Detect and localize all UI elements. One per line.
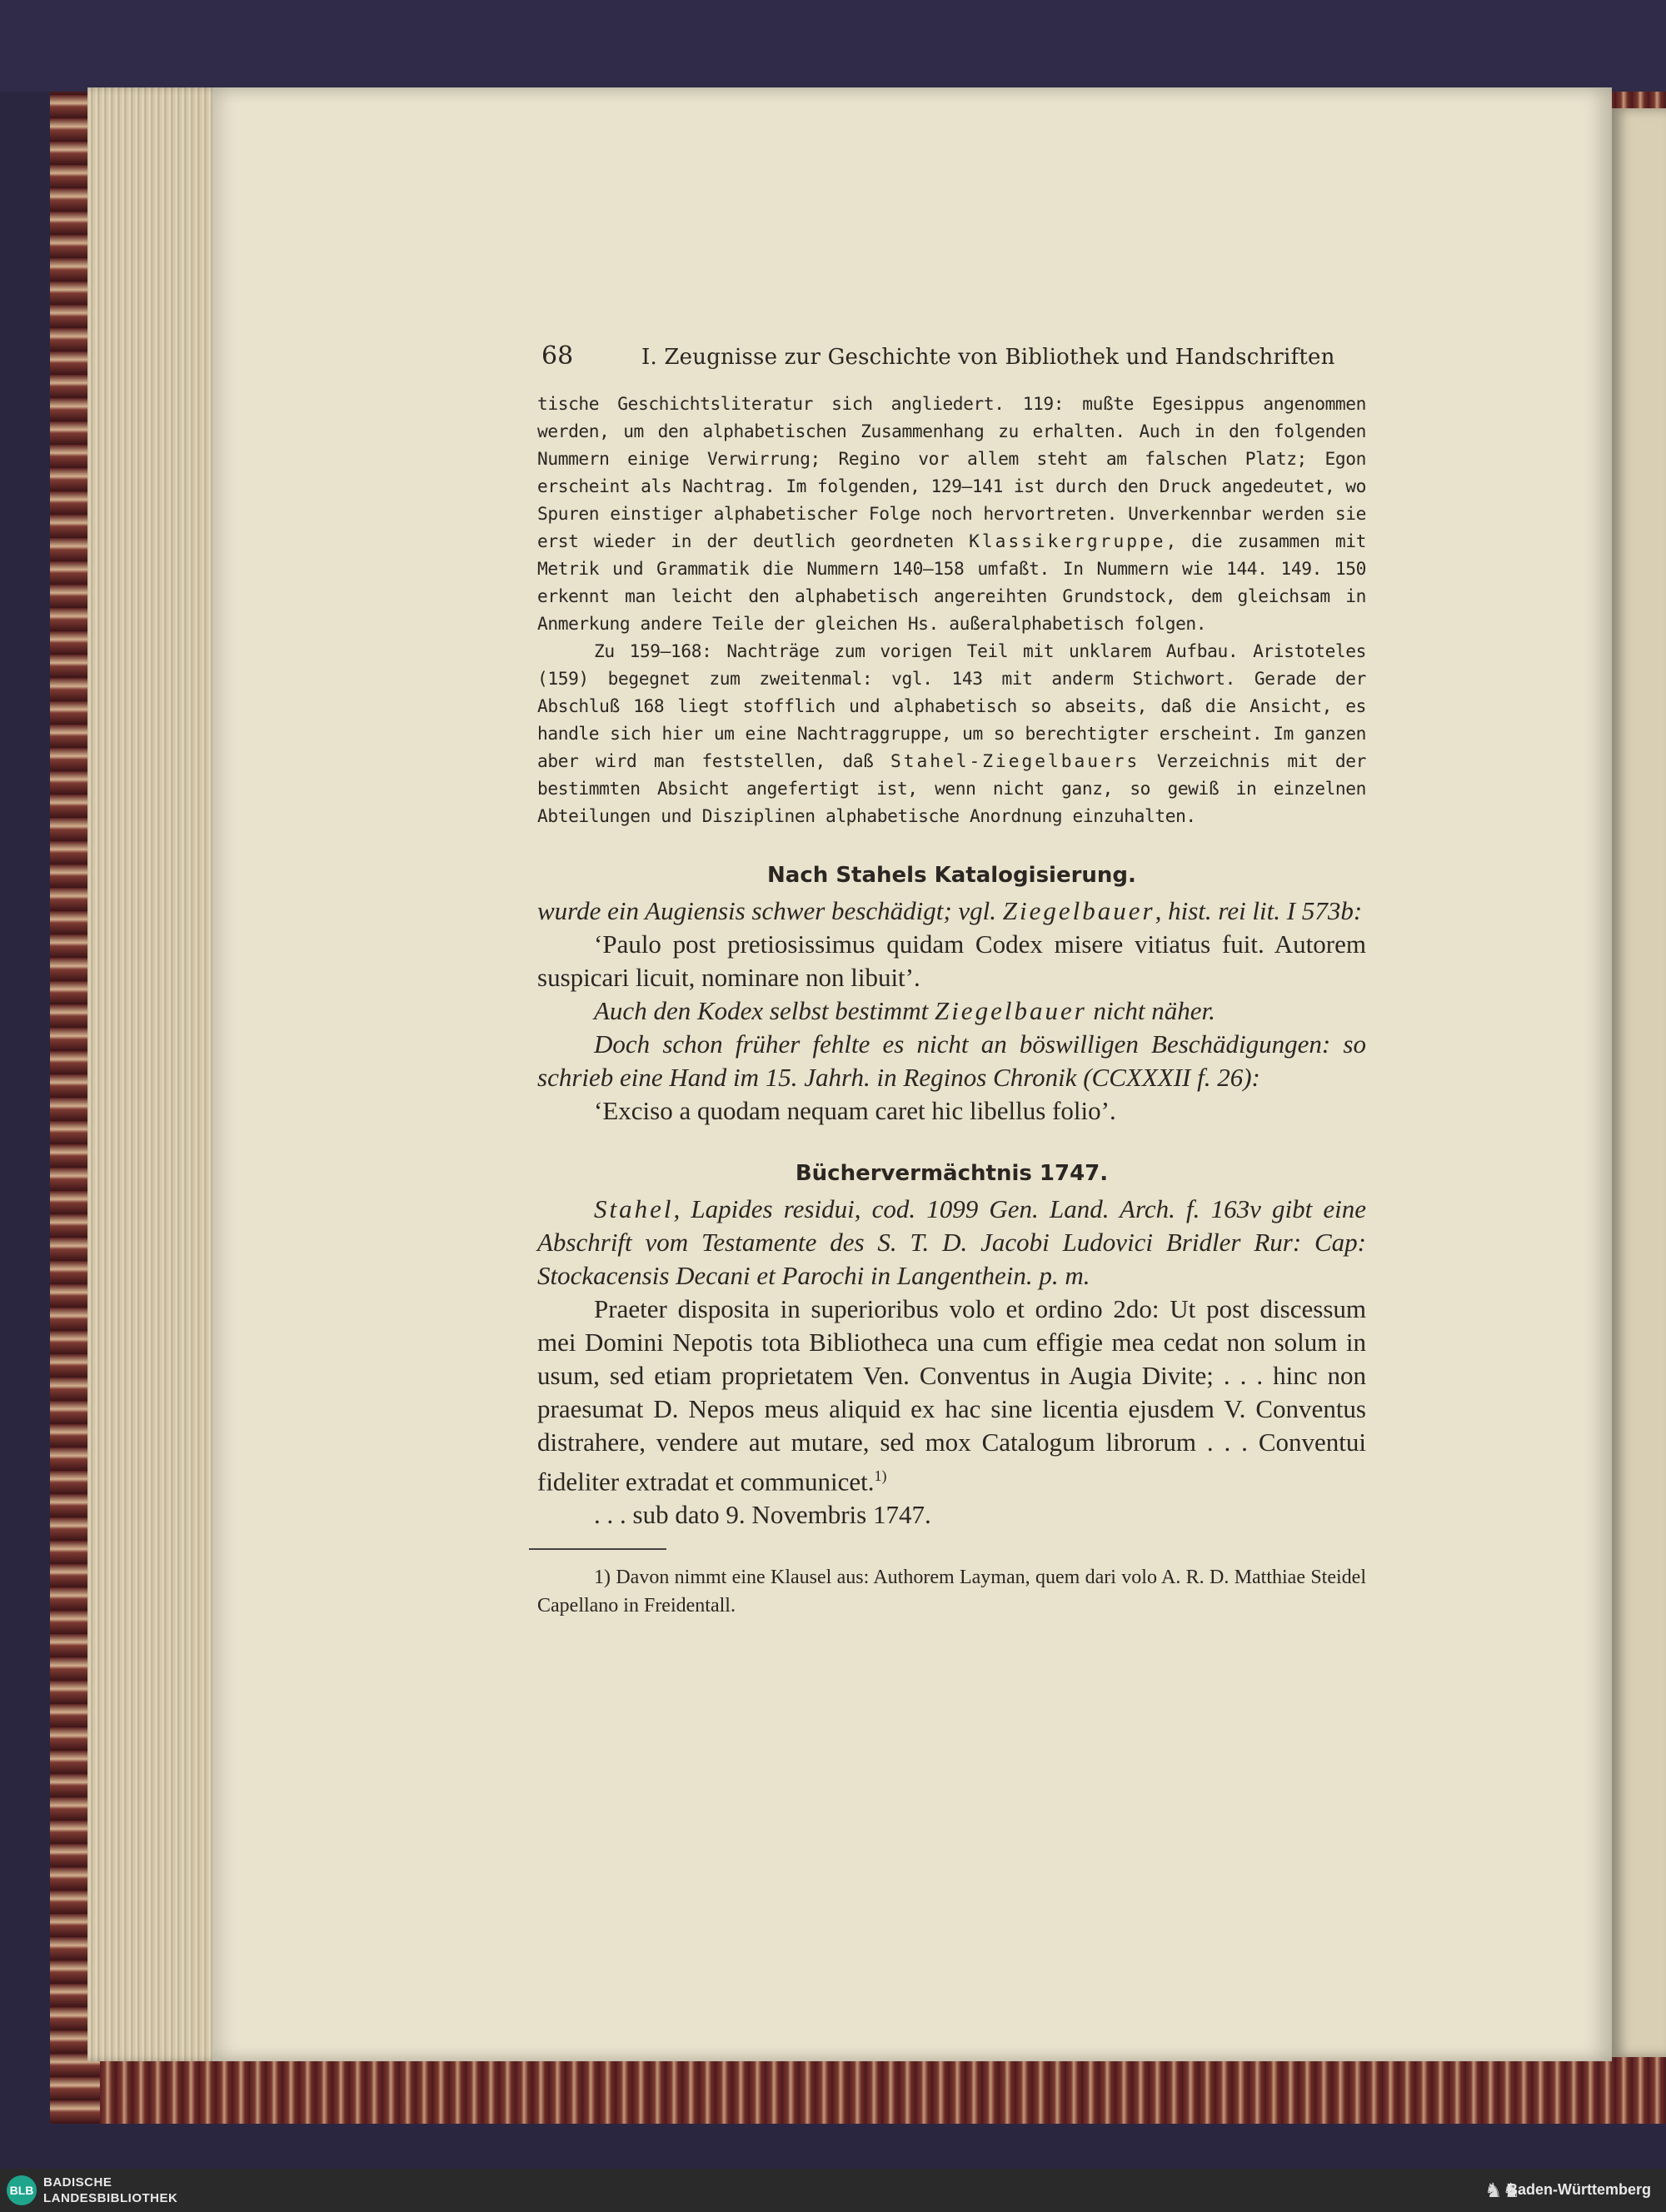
section-1-note-2: Doch schon früher fehlte es nicht an böswilligen Beschädigungen: so schrieb eine Hand im 15. Jahrh. in Reginos Chronik (CCXXXII f. 26): <box>537 1029 1366 1092</box>
state-coat-of-arms-icon: ♞♞ <box>1484 2180 1520 2202</box>
text-span: , die zusammen mit Metrik und Grammatik die Nummern 140—158 umfaßt. In Nummern wie 144. 149. 150 erkennt man leicht den alphabetisch angereihten Grundstock, dem gleichsam in Anmerkung andere Teile der gleichen Hs. außeralphabetisch folgen. <box>537 531 1366 634</box>
library-name-line-2: LANDESBIBLIOTHEK <box>43 2191 178 2205</box>
text-span: Zu 159—168: Nachträge zum vorigen Teil mit unklarem Aufbau. Aristoteles (159) begegnet zum zweitenmal: vgl. 143 mit anderm Stichwort. Gerade der Abschluß 168 liegt stofflich und alphabetisch so abseits, daß die Ansicht, es handle sich hier um eine Nachtraggruppe, um so berechtigter erscheint. Im ganzen aber wird man feststellen, daß <box>537 640 1366 771</box>
section-heading-2: Büchervermächtnis 1747. <box>795 1161 1109 1186</box>
page-stack-edge <box>87 87 225 2061</box>
footer-bar <box>0 2169 1666 2212</box>
facing-page-edge <box>1612 108 1666 2057</box>
text-span: wurde ein Augiensis schwer beschädigt; vgl. <box>537 896 1003 925</box>
page-content <box>537 341 1366 1620</box>
library-name[interactable] <box>43 2175 177 2206</box>
state-name[interactable]: Baden-Württemberg <box>1506 2181 1651 2198</box>
text-span: Verzeichnis mit der bestimmten Absicht angefertigt ist, wenn nicht ganz, so gewiß in einzelnen Abteilungen und Disziplinen alphabetische Anordnung einzuhalten. <box>537 750 1366 826</box>
page-number: 68 <box>541 341 574 371</box>
spaced-text: Ziegelbauer <box>934 996 1087 1025</box>
running-head <box>537 341 1366 375</box>
running-title: I. Zeugnisse zur Geschichte von Bibliothek und Handschriften <box>641 345 1335 370</box>
section-heading-1: Nach Stahels Katalogisierung. <box>767 863 1136 888</box>
footnote-rule <box>529 1548 666 1550</box>
spaced-text: Klassikergruppe <box>969 531 1166 551</box>
text-span: , Lapides residui, cod. 1099 Gen. Land. Arch. f. 163v gibt eine Abschrift vom Testamente des S. T. D. Jacobi Ludovici Bridler Rur: Cap: Stockacensis Decani et Parochi in Langenthein. p. m. <box>537 1194 1366 1290</box>
footnote-1: 1) Davon nimmt eine Klausel aus: Authorem Layman, quem dari volo A. R. D. Matthiae Steidel Capellano in Freidentall. <box>537 1567 1366 1617</box>
text-span: nicht näher. <box>1086 996 1215 1025</box>
blb-logo-icon[interactable]: BLB <box>7 2175 37 2205</box>
text-span: Auch den Kodex selbst bestimmt <box>594 996 935 1025</box>
section-1-intro <box>537 894 1366 928</box>
testament-closing: . . . sub dato 9. Novembris 1747. <box>594 1500 931 1530</box>
spaced-text: Ziegelbauer <box>1002 896 1155 925</box>
paragraph-1 <box>537 390 1366 637</box>
testament-text <box>537 1293 1366 1498</box>
text-span: , hist. rei lit. I 573b: <box>1155 896 1363 925</box>
paragraph-2 <box>537 637 1366 830</box>
text-span: tische Geschichtsliteratur sich angliedert. 119: mußte Egesippus angenommen werden, um den alphabetischen Zusammenhang zu erhalten. Auch in den folgenden Nummern einige Verwirrung; Regino vor allem steht am falschen Platz; Egon erscheint als Nachtrag. Im folgenden, 129—141 ist durch den Druck angedeutet, wo Spuren einstiger alphabetischer Folge noch hervortreten. Unverkennbar werden sie erst wieder in der deutlich geordneten <box>537 393 1366 551</box>
spaced-text: Stahel-Ziegelbauers <box>890 750 1140 771</box>
background-top <box>0 0 1666 92</box>
footnote-marker: 1) <box>874 1467 887 1484</box>
library-name-line-1: BADISCHE <box>43 2175 112 2190</box>
quote-1: ‘Paulo post pretiosissimus quidam Codex misere vitiatus fuit. Autorem suspicari licuit, nominare non libuit’. <box>537 929 1366 992</box>
text-span: Praeter disposita in superioribus volo et ordino 2do: Ut post discessum mei Domini Nepotis tota Bibliotheca una cum effigie mea cedat non solum in usum, sed etiam proprietatem Ven. Conventus in Augia Divite; . . . hinc non praesumat D. Nepos meus aliquid ex hac sine licentia ejusdem V. Conventus distrahere, vendere aut mutare, sed mox Catalogum librorum . . . Conventui fideliter extradat et communicet. <box>537 1294 1366 1497</box>
quote-2: ‘Exciso a quodam nequam caret hic libellus folio’. <box>594 1096 1116 1125</box>
section-2-intro <box>537 1193 1366 1293</box>
section-1-note-1 <box>537 994 1366 1028</box>
spaced-text: Stahel <box>594 1194 674 1223</box>
